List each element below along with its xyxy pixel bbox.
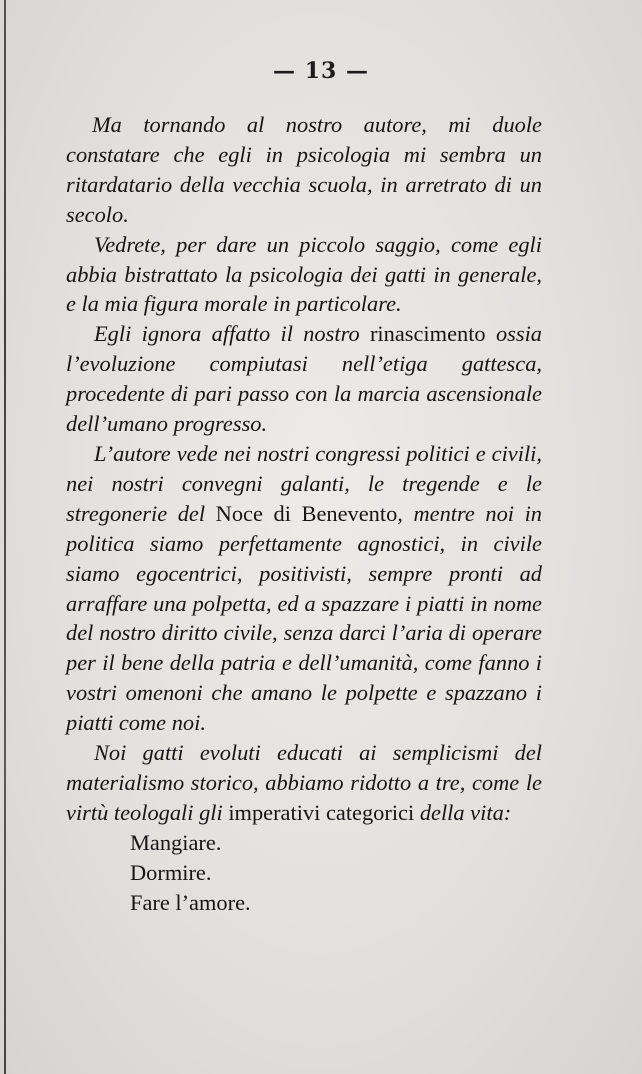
paragraph-2-text: Vedrete, per dare un piccolo saggio, come egli abbia bistrattato la psicologia dei gatti in generale, e la mia figura morale in particolare. [66,231,542,317]
paragraph-4-text-b: Noce [215,500,263,526]
paragraph-4-text-a: L’autore vede nei nostri congressi politici e civili, nei nostri convegni galanti, le tregende e le stregonerie del [66,440,542,526]
paragraph-5-text-a: Noi gatti evoluti educati ai semplicismi del materialismo storico, abbiamo ridotto a tre, come le virtù teologali gli [66,740,542,825]
paragraph-1-text: Ma tornando al nostro autore, mi duole constatare che egli in psicologia mi sembra un ritardatario della vecchia scuola, in arretrato di un secolo. [66,112,542,227]
page-binding-edge [4,0,6,1074]
imperatives-list [66,828,542,918]
paragraph-4 [66,439,542,738]
paragraph-3 [66,319,542,439]
list-item: Fare l’amore. [130,889,251,915]
list-item: Mangiare. [130,829,222,855]
paragraph-3-text-c: ossia l’evoluzione compiutasi nell’etiga gattesca, procedente di pari passo con la marcia ascensionale dell’umano progresso. [66,321,542,437]
list-item: Dormire. [130,859,212,885]
paragraph-4-text-e: , mentre noi in politica siamo perfettamente agnostici, in civile siamo egocentrici, positivisti, sempre pronti ad arraffare una polpetta, ed a spazzare i piatti in nome del nostro diritto civile, senza darci l’aria di operare per il bene della patria e dell’umanità, come fanno i vostri omenoni che amano le polpette e spazzano i piatti come noi. [66,500,542,736]
paragraph-2 [66,230,542,320]
paragraph-5 [66,738,542,828]
paragraph-3-text-b: rinascimento [369,321,486,347]
paragraph-1 [66,110,542,230]
paragraph-4-text-d: Benevento [301,500,398,526]
paragraph-5-text-c: della vita: [414,799,512,825]
body-text [66,110,542,917]
paragraph-3-text-a: Egli ignora affatto il nostro [94,321,370,347]
page-number: — 13 — [273,58,369,84]
paragraph-4-text-c: di [262,500,302,526]
paragraph-5-text-b: imperativi categorici [228,799,415,825]
